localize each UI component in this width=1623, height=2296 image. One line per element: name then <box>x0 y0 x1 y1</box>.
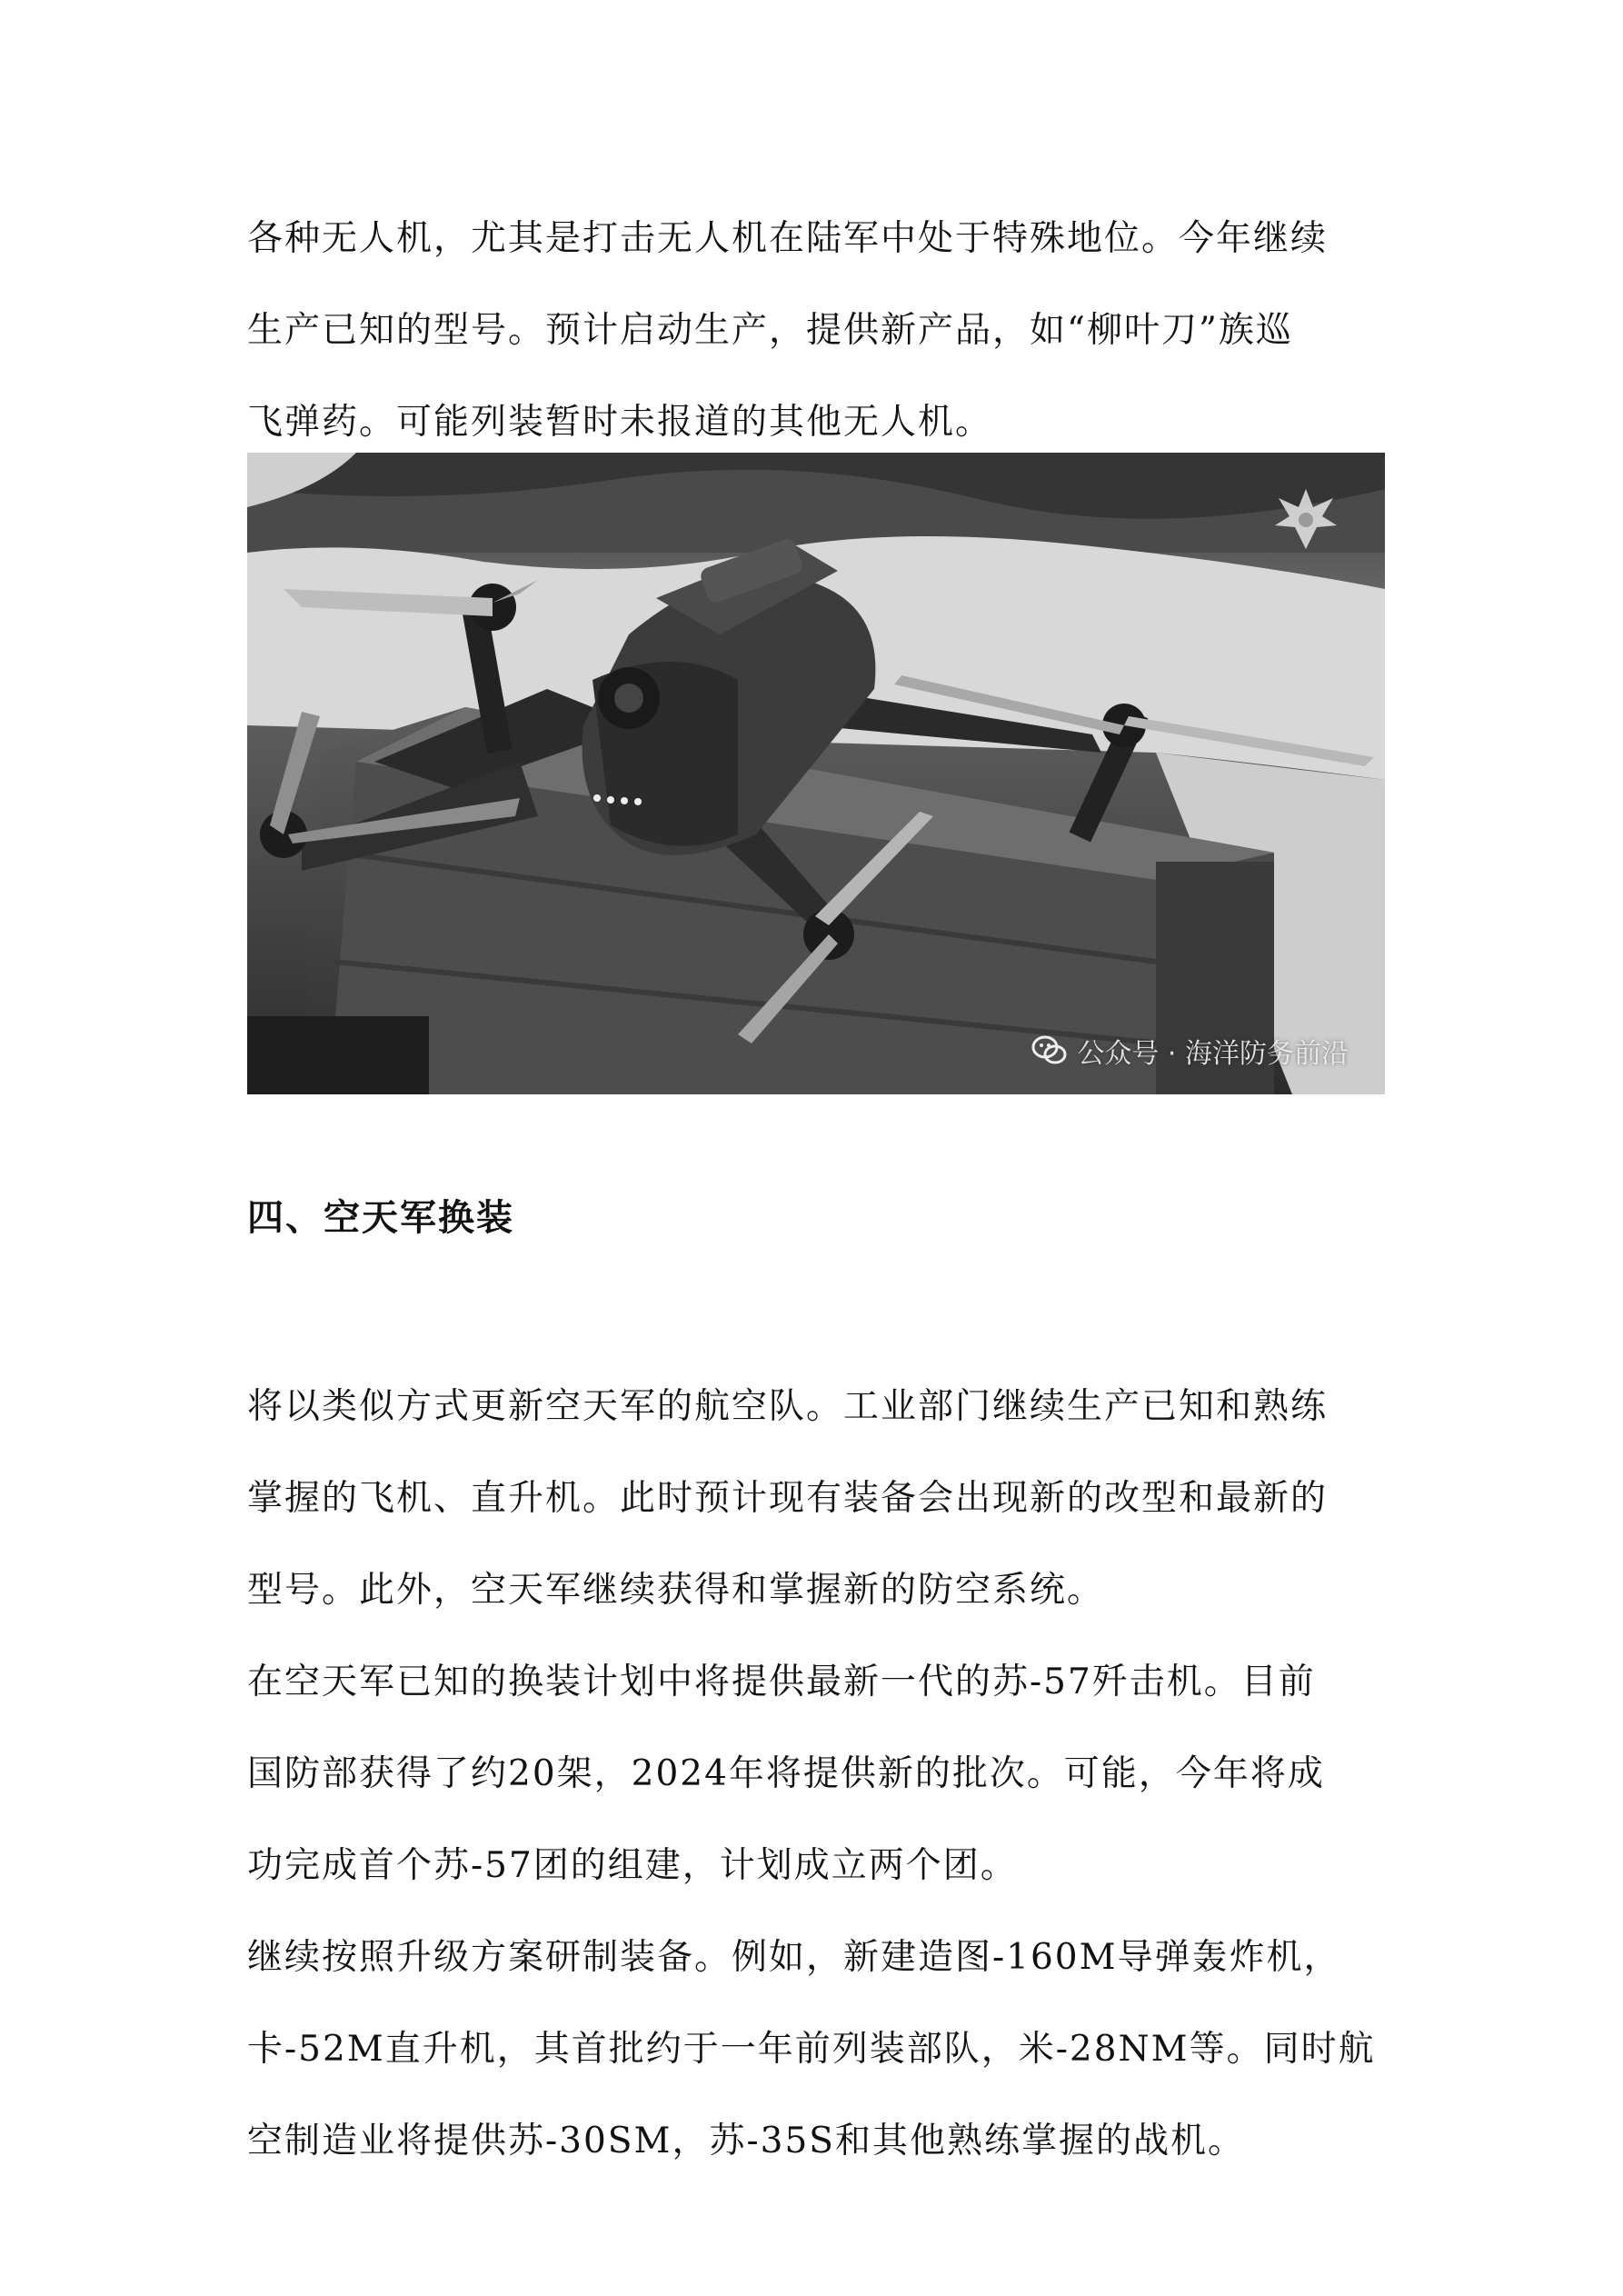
text-line: 飞弹药。可能列装暂时未报道的其他无人机。 <box>247 402 993 443</box>
text-line: 国防部获得了约20架，2024年将提供新的批次。可能，今年将成 <box>247 1753 1325 1794</box>
text-line: 型号。此外，空天军继续获得和掌握新的防空系统。 <box>247 1570 1105 1611</box>
text-line: 将以类似方式更新空天军的航空队。工业部门继续生产已知和熟练 <box>247 1386 1329 1427</box>
section-heading: 四、空天军换装 <box>247 1196 514 1239</box>
paragraph-drones <box>247 193 1392 468</box>
watermark-text: 公众号 · 海洋防务前沿 <box>1077 1038 1349 1070</box>
text-line: 各种无人机，尤其是打击无人机在陆军中处于特殊地位。今年继续 <box>247 218 1329 259</box>
text-line: 空制造业将提供苏-30SM，苏-35S和其他熟练掌握的战机。 <box>247 2121 1245 2161</box>
watermark <box>1031 1031 1349 1071</box>
wechat-icon <box>1031 1035 1068 1066</box>
text-line: 在空天军已知的换装计划中将提供最新一代的苏-57歼击机。目前 <box>247 1662 1316 1702</box>
text-line: 继续按照升级方案研制装备。例如，新建造图-160M导弹轰炸机， <box>247 1937 1341 1978</box>
paragraph-aerospace-forces <box>247 1361 1392 2187</box>
text-line: 掌握的飞机、直升机。此时预计现有装备会出现新的改型和最新的 <box>247 1478 1329 1519</box>
text-line: 功完成首个苏-57团的组建，计划成立两个团。 <box>247 1845 1018 1886</box>
drone-photo <box>247 453 1385 1094</box>
text-line: 卡-52M直升机，其首批约于一年前列装部队，米-28NM等。同时航 <box>247 2029 1376 2070</box>
drone-icon <box>247 453 1385 1094</box>
text-line: 生产已知的型号。预计启动生产，提供新产品，如“柳叶刀”族巡 <box>247 310 1293 351</box>
